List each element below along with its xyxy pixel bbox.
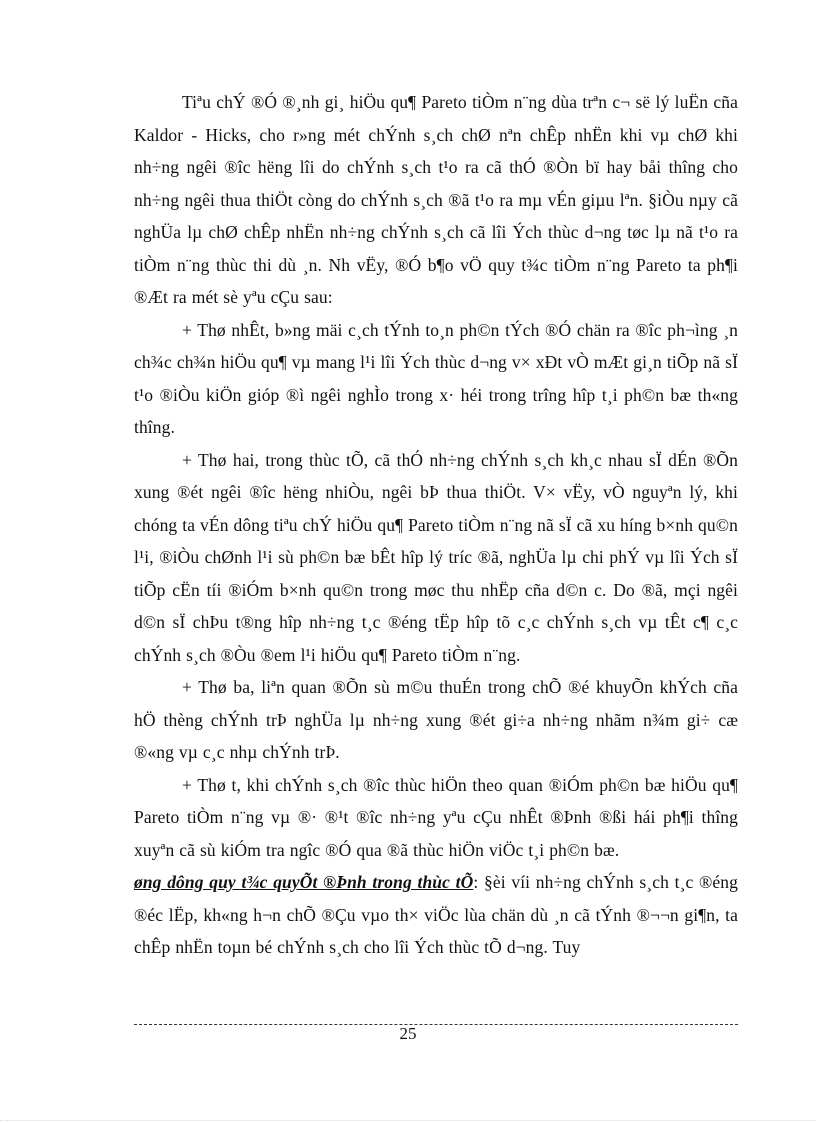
paragraph-application <box>134 866 738 964</box>
paragraph-first-point: + Thø nhÊt, b»ng mäi c¸ch tÝnh to¸n ph©n tÝch ®Ó chän ra ®îc ph¬ìng ¸n ch¾c ch¾n hiÖu qu¶ vµ mang l¹i lîi Ých thùc d¬ng v× xÐt vÒ mÆt gi¸n tiÕp nã sÏ t¹o ®iÒu kiÖn gióp ®ì ngêi nghÌo trong x· héi trong trîng hîp t¸i ph©n bæ th«ng thîng. <box>134 319 738 437</box>
paragraph-pareto-criterion: Tiªu chÝ ®Ó ®¸nh gi¸ hiÖu qu¶ Pareto tiÒm n¨ng dùa trªn c¬ së lý luËn cña Kaldor - Hicks, cho r»ng mét chÝnh s¸ch chØ nªn chÊp nhËn khi vµ chØ khi nh÷ng ngêi ®îc hëng lîi do chÝnh s¸ch t¹o ra cã thÓ ®Òn bï hay båi thîng cho nh÷ng ngêi thua thiÖt còng do chÝnh s¸ch ®ã t¹o ra mµ vÉn giµu lªn. §iÒu nµy cã nghÜa lµ chØ chÊp nhËn nh÷ng chÝnh s¸ch cã lîi Ých thùc d¬ng tøc lµ nã t¹o ra tiÒm n¨ng thùc thi dù ¸n. Nh vËy, ®Ó b¶o vÖ quy t¾c tiÒm n¨ng Pareto ta ph¶i ®Æt ra mét sè yªu cÇu sau: <box>134 92 738 307</box>
paragraph-fourth-point: + Thø t, khi chÝnh s¸ch ®îc thùc hiÖn theo quan ®iÓm ph©n bæ hiÖu qu¶ Pareto tiÒm n¨ng vµ ®· ®¹t ®îc nh÷ng yªu cÇu nhÊt ®Þnh ®ßi hái ph¶i thîng xuyªn cã sù kiÓm tra ngîc ®Ó qua ®ã thùc hiÖn viÖc t¸i ph©n bæ. <box>134 774 738 860</box>
inline-heading: øng dông quy t¾c quyÕt ®Þnh trong thùc tÕ <box>134 872 474 892</box>
page-number: 25 <box>399 1024 417 1043</box>
paragraph-application-text: : §èi víi nh÷ng chÝnh s¸ch t¸c ®éng ®éc lËp, kh«ng h¬n chÕ ®Çu vµo th× viÖc lùa chän dù ¸n cã tÝnh ®¬¬n gi¶n, ta chÊp nhËn toµn bé chÝnh s¸ch cho lîi Ých thùc tÕ d¬ng. Tuy <box>134 872 738 957</box>
page-bottom-edge <box>0 1120 816 1121</box>
document-page <box>134 86 738 964</box>
paragraph-second-point: + Thø hai, trong thùc tÕ, cã thÓ nh÷ng chÝnh s¸ch kh¸c nhau sÏ dÉn ®Õn xung ®ét ngêi ®îc hëng nhiÒu, ngêi bÞ thua thiÖt. V× vËy, vÒ nguyªn lý, khi chóng ta vÉn dông tiªu chÝ hiÖu qu¶ Pareto tiÒm n¨ng nã sÏ cã xu híng b×nh qu©n l¹i, ®iÒu chØnh l¹i sù ph©n bæ bÊt hîp lý tríc ®ã, nghÜa lµ chi phÝ vµ lîi Ých sÏ tiÕp cËn tíi ®iÓm b×nh qu©n trong møc thu nhËp cña d©n c. Do ®ã, mçi ngêi d©n sÏ chÞu t®ng hîp nh÷ng t¸c ®éng tËp hîp tõ c¸c chÝnh s¸ch vµ tÊt c¶ c¸c chÝnh s¸ch ®Òu ®em l¹i hiÖu qu¶ Pareto tiÒm n¨ng. <box>134 449 738 665</box>
paragraph-third-point: + Thø ba, liªn quan ®Õn sù m©u thuÉn trong chÕ ®é khuyÕn khÝch cña hÖ thèng chÝnh trÞ nghÜa lµ nh÷ng xung ®ét gi÷a nh÷ng nhãm n¾m gi÷ cæ ®«ng vµ c¸c nhµ chÝnh trÞ. <box>134 677 738 762</box>
